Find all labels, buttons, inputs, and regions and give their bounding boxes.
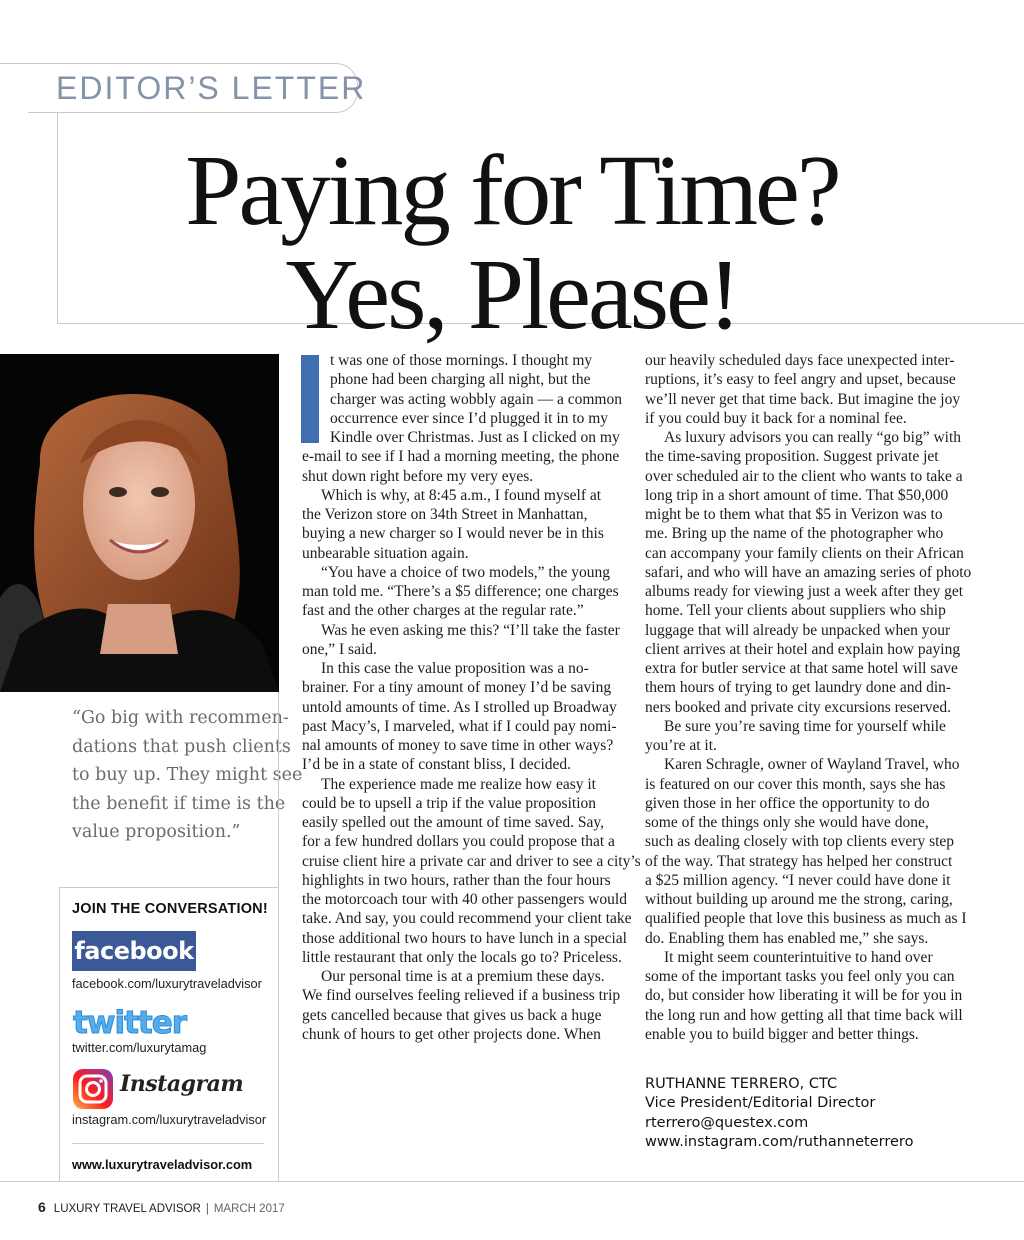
body-line: charger was acting wobbly again — a common xyxy=(330,390,622,408)
body-line: do. Enabling them has enabled me,” she says. xyxy=(645,929,929,947)
body-line: the Verizon store on 34th Street in Manhattan, xyxy=(302,506,588,523)
body-line: we’ll never get that time back. But imagine the joy xyxy=(645,390,961,408)
body-line: We find ourselves feeling relieved if a business trip xyxy=(302,987,621,1005)
pull-quote-line: dations that push clients xyxy=(72,736,291,757)
body-line: home. Tell your clients about suppliers who ship xyxy=(645,602,946,620)
facebook-icon[interactable]: facebook xyxy=(72,931,196,971)
publication-name: LUXURY TRAVEL ADVISOR xyxy=(53,1203,201,1215)
body-line: untold amounts of time. As I strolled up Broadway xyxy=(302,698,617,716)
headline xyxy=(0,134,1024,350)
body-line: could be to upsell a trip if the value proposition xyxy=(302,794,597,812)
signature-instagram[interactable]: www.instagram.com/ruthanneterrero xyxy=(645,1134,914,1151)
body-line: given those in her office the opportunity to do xyxy=(645,794,930,812)
facebook-link[interactable]: facebook.com/luxurytraveladvisor xyxy=(72,976,262,991)
twitter-link[interactable]: twitter.com/luxurytamag xyxy=(72,1040,207,1055)
body-line: little restaurant that only the locals go to? Priceless. xyxy=(302,948,622,966)
body-line: the time-saving proposition. Suggest private jet xyxy=(645,448,939,466)
pull-quote xyxy=(72,704,303,847)
body-line: buying a new charger so I would never be in this xyxy=(302,525,604,543)
body-line: safari, and who will have an amazing series of photo xyxy=(645,563,972,581)
issue-date: MARCH 2017 xyxy=(213,1203,285,1215)
page-number: 6 xyxy=(38,1199,46,1215)
body-line: man told me. “There’s a $5 difference; one charges xyxy=(302,583,619,600)
body-line: ruptions, it’s easy to feel angry and upset, because xyxy=(645,371,956,389)
instagram-wordmark: Instagram xyxy=(120,1071,244,1097)
body-line: albums ready for viewing just a week after they get xyxy=(645,583,964,600)
pull-quote-line: “Go big with recommen- xyxy=(72,708,289,728)
twitter-icon[interactable] xyxy=(72,1003,202,1039)
body-line: fast and the other charges at the regular rate.” xyxy=(302,602,584,620)
body-line: is featured on our cover this month, says she has xyxy=(645,775,946,793)
twitter-logo-text: twitter xyxy=(73,1005,187,1039)
body-line: long trip in a short amount of time. That $50,000 xyxy=(645,486,949,504)
body-line: those additional two hours to have lunch in a special xyxy=(302,929,627,947)
body-line: if you could buy it back for a nominal fee. xyxy=(645,409,907,427)
body-line: client arrives at their hotel and explain how paying xyxy=(645,640,961,658)
body-line: take. And say, you could recommend your client take xyxy=(302,910,632,928)
body-line: can accompany your family clients on their African xyxy=(645,544,964,562)
body-line: Was he even asking me this? “I’ll take the faster xyxy=(321,621,620,639)
body-column-1 xyxy=(302,351,641,1044)
body-line: shut down right before my very eyes. xyxy=(302,467,534,485)
body-line: Kindle over Christmas. Just as I clicked on my xyxy=(330,429,620,446)
body-line: e-mail to see if I had a morning meeting, the phone xyxy=(302,448,620,466)
body-line: me. Bring up the name of the photographer who xyxy=(645,525,944,543)
body-line: occurrence ever since I’d plugged it in to my xyxy=(330,409,609,427)
body-line: for a few hundred dollars you could propose that a xyxy=(302,833,615,851)
signature-email[interactable]: rterrero@questex.com xyxy=(645,1114,809,1131)
body-line: some of the things only she would have done, xyxy=(645,814,929,831)
body-line: you’re at it. xyxy=(645,737,717,754)
body-line: unbearable situation again. xyxy=(302,544,469,562)
body-line: gets cancelled because that gives us back a huge xyxy=(302,1006,602,1024)
headline-line-2: Yes, Please! xyxy=(285,238,739,350)
pull-quote-line: the benefit if time is the xyxy=(72,793,286,814)
body-line: cruise client hire a private car and driver to see a city’s xyxy=(302,852,641,870)
body-line: might be to them what that $5 in Verizon was to xyxy=(645,506,943,523)
sidebar-rule-right xyxy=(278,692,279,1182)
sidebar-rule-top xyxy=(59,887,279,888)
body-line: do, but consider how liberating it will be for you in xyxy=(645,987,963,1005)
body-line: easily spelled out the amount of time saved. Say, xyxy=(302,814,605,831)
body-line: the long run and how getting all that time back will xyxy=(645,1006,963,1024)
body-line: In this case the value proposition was a no- xyxy=(321,660,589,677)
body-line: extra for butler service at that same hotel will save xyxy=(645,660,958,677)
body-line: The experience made me realize how easy it xyxy=(321,775,596,793)
body-line: one,” I said. xyxy=(302,640,377,658)
body-line: t was one of those mornings. I thought my xyxy=(330,352,593,369)
body-line: the motorcoach tour with 40 other passengers would xyxy=(302,891,627,908)
body-line: without building up around me the strong, caring, xyxy=(645,891,953,908)
body-line: phone had been charging all night, but the xyxy=(330,371,591,389)
body-line: past Macy’s, I marveled, what if I could pay nomi- xyxy=(302,717,617,735)
signature-name: RUTHANNE TERRERO, CTC xyxy=(645,1076,838,1092)
body-line: Karen Schragle, owner of Wayland Travel, who xyxy=(664,756,960,774)
pull-quote-line: to buy up. They might see xyxy=(72,765,303,786)
body-line: It might seem counterintuitive to hand over xyxy=(664,948,933,966)
signature-title: Vice President/Editorial Director xyxy=(645,1095,876,1112)
body-line: chunk of hours to get other projects done. When xyxy=(302,1025,601,1043)
portrait-illustration xyxy=(0,354,279,692)
headline-line-1: Paying for Time? xyxy=(185,134,839,246)
sidebar-rule-left xyxy=(59,887,60,1182)
page-rule-bottom xyxy=(0,1181,1024,1182)
body-line: nal amounts of money to save time in other ways? xyxy=(302,737,614,754)
instagram-link[interactable]: instagram.com/luxurytraveladvisor xyxy=(72,1112,267,1127)
signature-block xyxy=(645,1075,913,1153)
body-line: Which is why, at 8:45 a.m., I found myself at xyxy=(321,486,602,504)
body-column-2 xyxy=(645,351,972,1044)
body-line: brainer. For a tiny amount of money I’d be saving xyxy=(302,679,612,697)
body-line: ners booked and private city excursions reserved. xyxy=(645,698,952,716)
body-line: highlights in two hours, rather than the four hours xyxy=(302,871,611,889)
sidebar-divider xyxy=(72,1143,264,1144)
sidebar-heading: JOIN THE CONVERSATION! xyxy=(72,901,268,917)
footer-separator: | xyxy=(205,1203,209,1215)
body-line: some of the important tasks you feel only you can xyxy=(645,968,955,985)
page-footer xyxy=(38,1199,285,1215)
pull-quote-line: value proposition.” xyxy=(72,822,241,843)
body-line: such as dealing closely with top clients every step xyxy=(645,833,955,851)
body-line: over scheduled air to the client who wants to take a xyxy=(645,467,963,485)
section-label: EDITOR’S LETTER xyxy=(56,70,367,106)
body-line: a $25 million agency. “I never could have done it xyxy=(645,871,951,889)
editor-photo xyxy=(0,354,279,692)
body-line: As luxury advisors you can really “go big” with xyxy=(664,429,962,446)
body-line: Be sure you’re saving time for yourself while xyxy=(664,717,946,735)
instagram-icon[interactable] xyxy=(72,1068,114,1110)
body-line: “You have a choice of two models,” the young xyxy=(321,563,610,581)
body-line: qualified people that love this business as much as I xyxy=(645,910,967,928)
body-line: of the way. That strategy has helped her construct xyxy=(645,852,953,870)
body-line: Our personal time is at a premium these days. xyxy=(321,968,605,985)
body-line: enable you to build bigger and better things. xyxy=(645,1025,919,1043)
body-line: our heavily scheduled days face unexpected inter- xyxy=(645,352,955,369)
website-link[interactable]: www.luxurytraveladvisor.com xyxy=(72,1157,253,1172)
body-line: them hours of trying to get laundry done and din- xyxy=(645,679,952,697)
body-line: I’d be in a state of constant bliss, I decided. xyxy=(302,756,572,774)
body-line: luggage that will already be unpacked when your xyxy=(645,621,951,639)
